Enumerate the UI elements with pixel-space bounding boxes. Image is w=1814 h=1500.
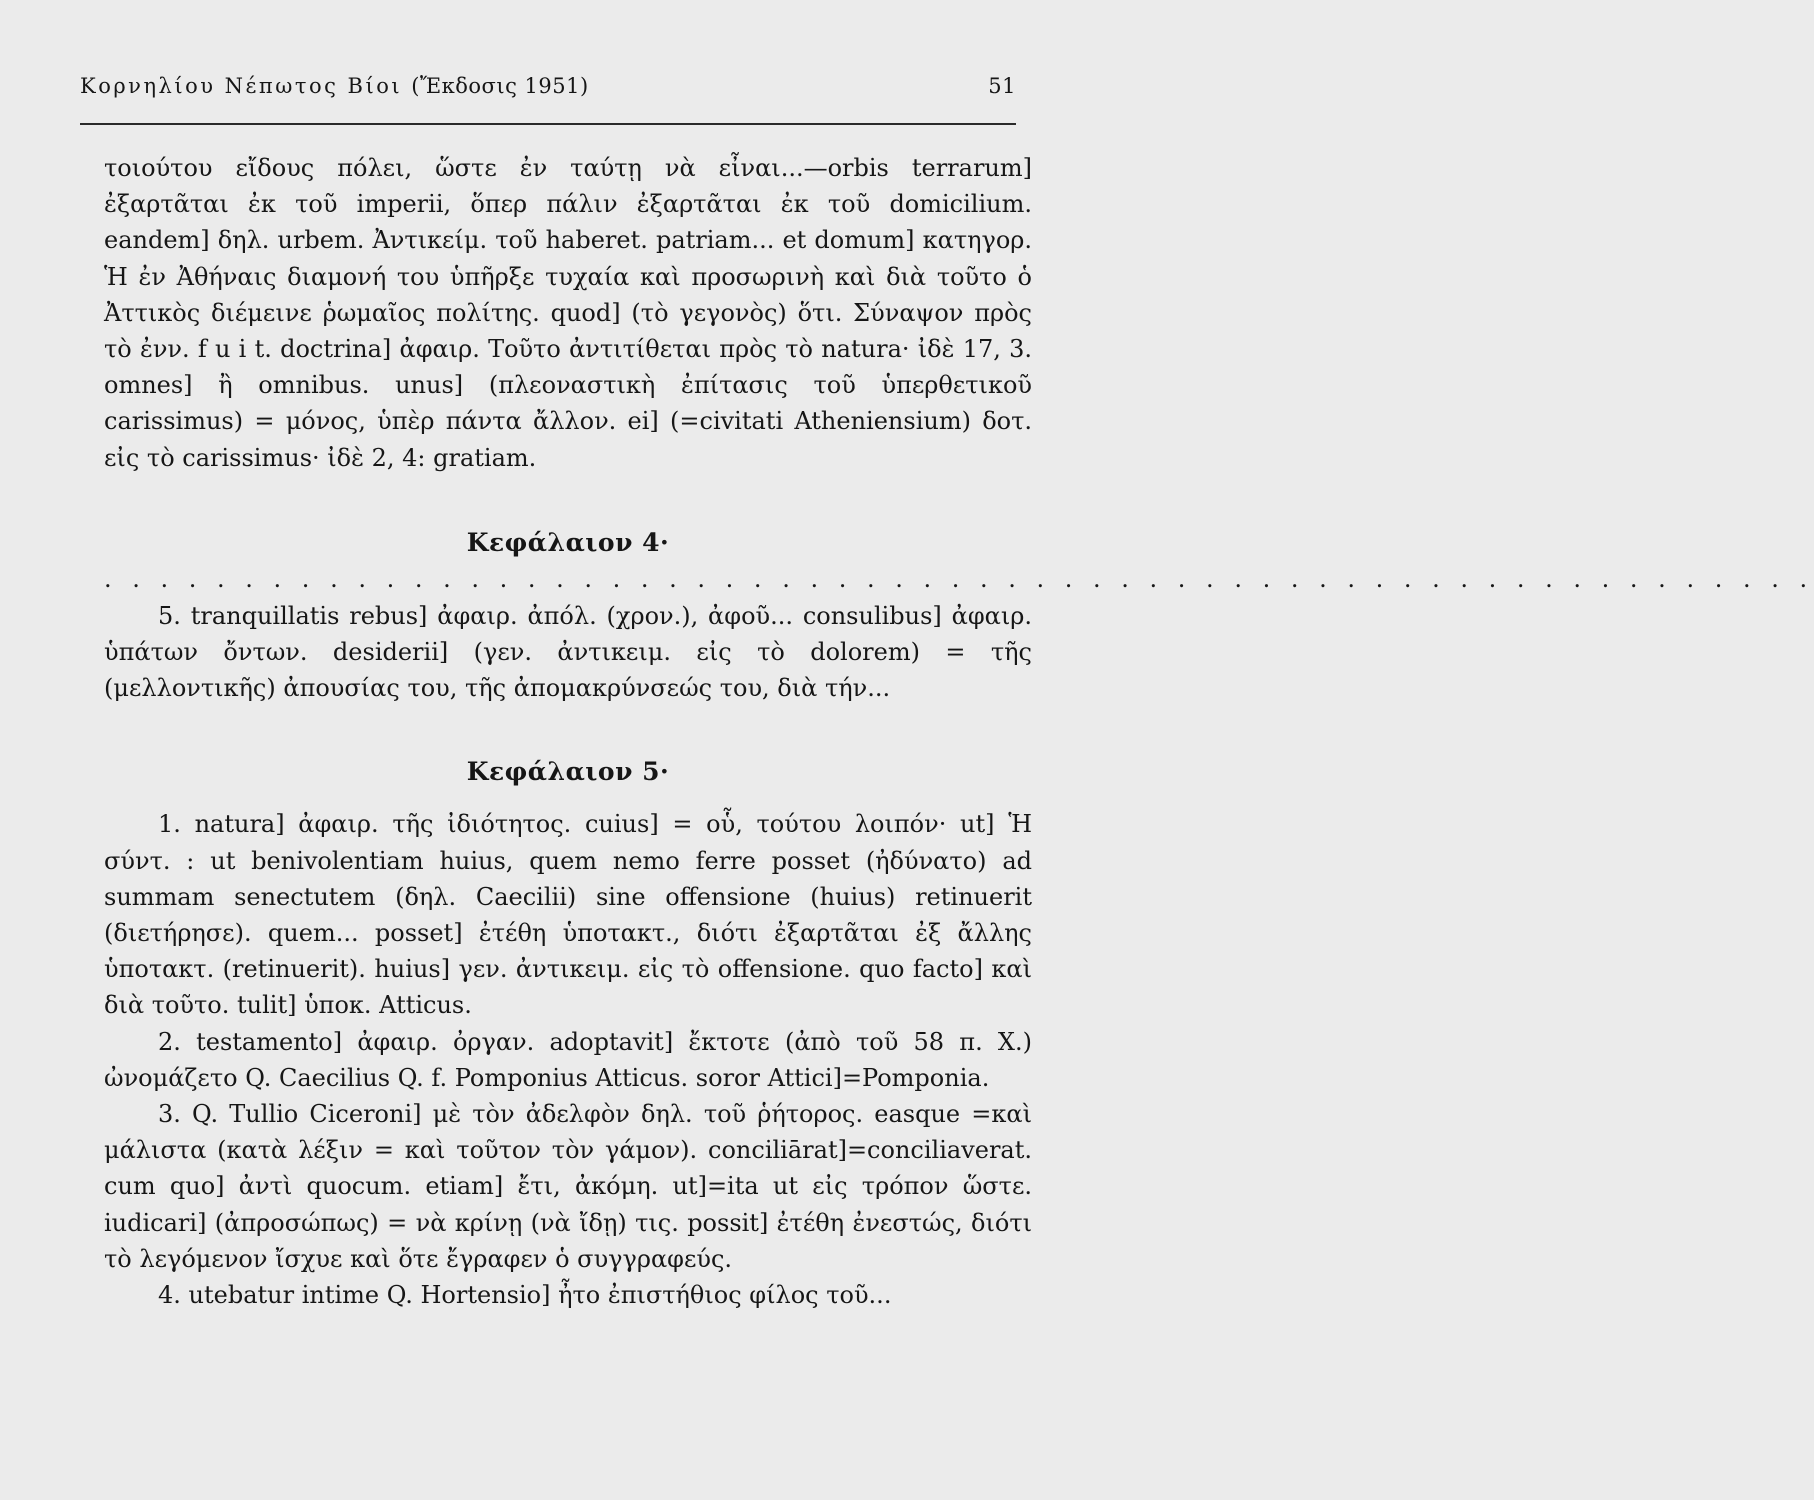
chapter-5-note-4: 4. utebatur intime Q. Hortensio] ἦτο ἐπιστήθιος φίλος τοῦ... [158, 1281, 892, 1310]
chapter-4-heading: Κεφάλαιον 4· [466, 527, 670, 557]
page-body [104, 150, 1814, 1313]
header-rule [80, 123, 1016, 125]
chapter-4-note-5: 5. tranquillatis rebus] ἀφαιρ. ἀπόλ. (χρον.), ἀφοῦ... consulibus] ἀφαιρ. ὑπάτων ὄντων. desiderii] (γεν. ἀντικειμ. εἰς τὸ dolorem) = τῆς (μελλοντικῆς) ἀπουσίας του, τῆς ἀπομακρύνσεώς του, διὰ τήν... [104, 601, 1032, 703]
chapter-5-heading: Κεφάλαιον 5· [466, 757, 670, 787]
ellipsis-row: . . . . . . . . . . . . . . . . . . . . . . . . . . . . . . . . . . . . . . . . . . . . . . . . . . . . . . . . . . . . . [104, 564, 1814, 593]
chapter-5-note-3: 3. Q. Tullio Ciceroni] μὲ τὸν ἀδελφὸν δηλ. τοῦ ῥήτορος. easque =καὶ μάλιστα (κατὰ λέξιν = καὶ τοῦτον τὸν γάμον). conciliārat]=conciliaverat. cum quo] ἀντὶ quocum. etiam] ἔτι, ἀκόμη. ut]=ita ut εἰς τρόπον ὥστε. iudicari] (ἀπροσώπως) = νὰ κρίνῃ (νὰ ἴδῃ) τις. possit] ἐτέθη ἐνεστώς, διότι τὸ λεγόμενον ἴσχυε καὶ ὅτε ἔγραφεν ὁ συγγραφεύς. [104, 1100, 1033, 1273]
edition-note: (Ἔκδοσις 1951) [411, 74, 589, 98]
chapter-5-note-2: 2. testamento] ἀφαιρ. ὀργαν. adoptavit] ἔκτοτε (ἀπὸ τοῦ 58 π. Χ.) ὠνομάζετο Q. Caecilius Q. f. Pomponius Atticus. soror Attici]=Pomponia. [104, 1027, 1032, 1092]
chapter-5-note-1: 1. natura] ἀφαιρ. τῆς ἰδιότητος. cuius] = οὗ, τούτου λοιπόν· ut] Ἡ σύντ. : ut benivolentiam huius, quem nemo ferre posset (ἠδύνατο) ad summam senectutem (δηλ. Caecilii) sine offensione (huius) retinuerit (διετήρησε). quem... posset] ἐτέθη ὑποτακτ., διότι ἐξαρτᾶται ἐξ ἄλλης ὑποτακτ. (retinuerit). huius] γεν. ἀντικειμ. εἰς τὸ offensione. quo facto] καὶ διὰ τοῦτο. tulit] ὑποκ. Atticus. [104, 810, 1032, 1020]
book-title: Κορνηλίου Νέπωτος Βίοι [80, 74, 403, 98]
running-header [80, 74, 1016, 98]
page-number: 51 [988, 74, 1016, 98]
running-title [80, 74, 589, 98]
intro-paragraph: τοιούτου εἴδους πόλει, ὥστε ἐν ταύτῃ νὰ εἶναι...—orbis terrarum] ἐξαρτᾶται ἐκ τοῦ imperii, ὅπερ πάλιν ἐξαρτᾶται ἐκ τοῦ domicilium. eandem] δηλ. urbem. Ἀντικείμ. τοῦ haberet. patriam... et domum] κατηγορ. Ἡ ἐν Ἀθήναις διαμονή του ὑπῆρξε τυχαία καὶ προσωρινὴ καὶ διὰ τοῦτο ὁ Ἀττικὸς διέμεινε ῥωμαῖος πολίτης. quod] (τὸ γεγονὸς) ὅτι. Σύναψον πρὸς τὸ ἐνν. f u i t. doctrina] ἀφαιρ. Τοῦτο ἀντιτίθεται πρὸς τὸ natura· ἰδὲ 17, 3. omnes] ἢ omnibus. unus] (πλεοναστικὴ ἐπίτασις τοῦ ὑπερθετικοῦ carissimus) = μόνος, ὑπὲρ πάντα ἄλλον. ei] (=civitati Atheniensium) δοτ. εἰς τὸ carissimus· ἰδὲ 2, 4: gratiam. [104, 154, 1032, 472]
